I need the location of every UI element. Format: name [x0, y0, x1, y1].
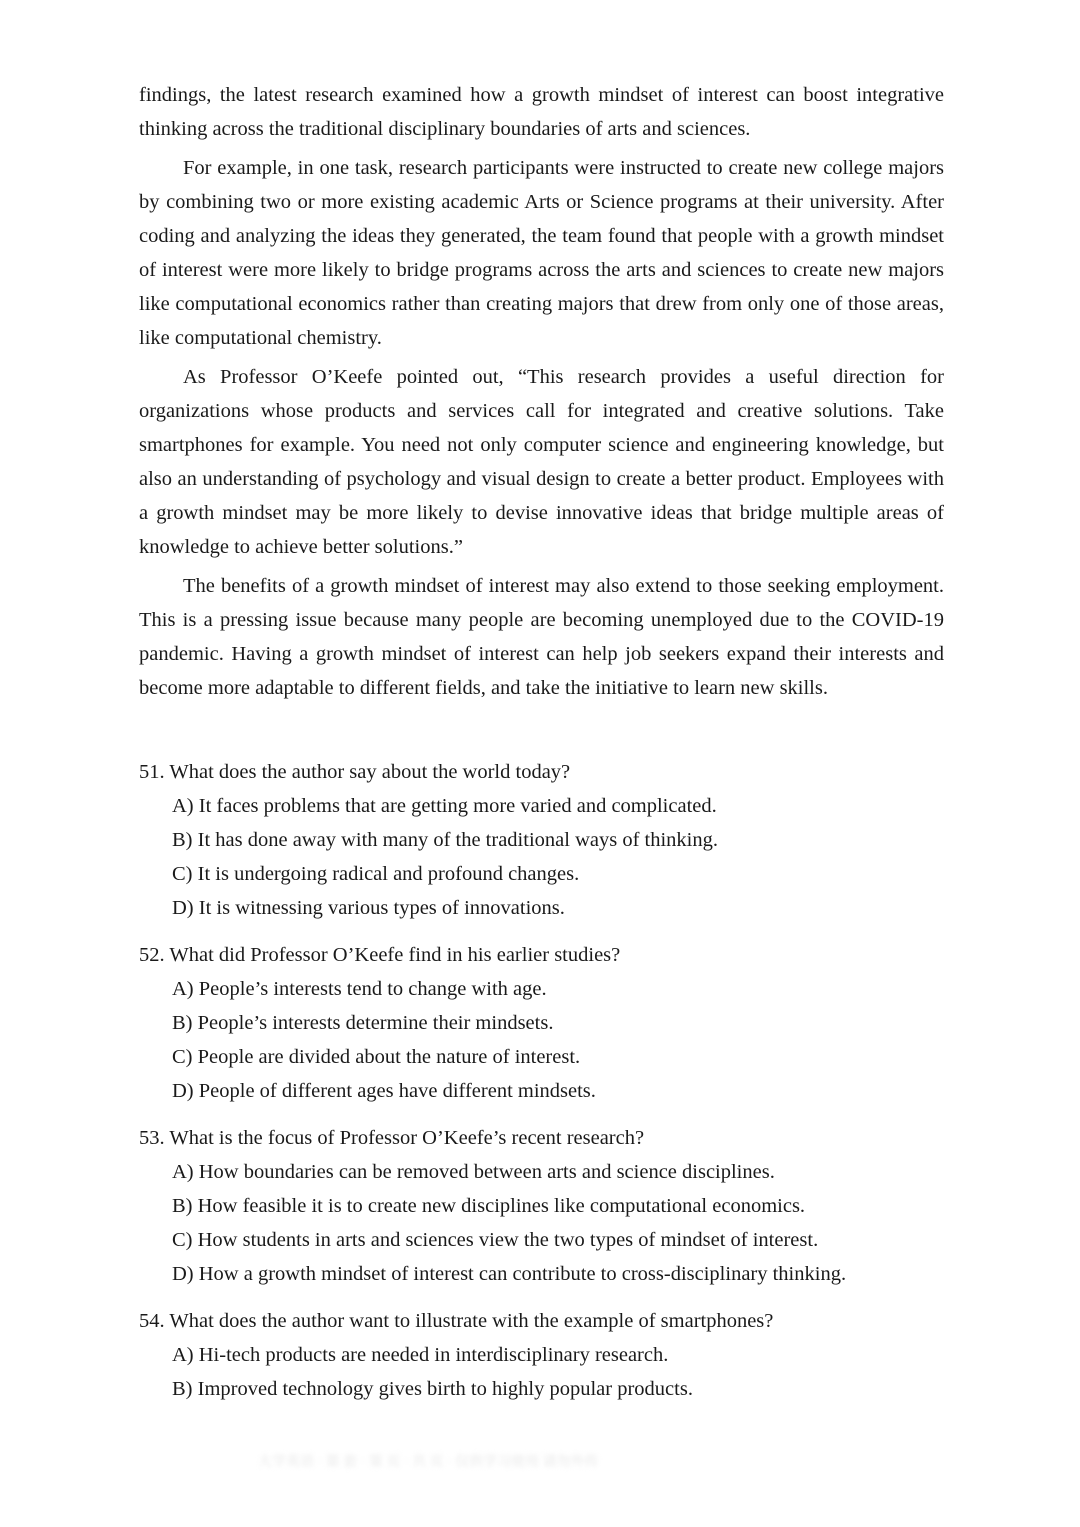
passage-paragraph: findings, the latest research examined how a growth mindset of interest can boost integrative thinking across the traditional disciplinary boundaries of arts and sciences.: [139, 84, 944, 140]
answer-option-b: B) Improved technology gives birth to highly popular products.: [172, 1378, 693, 1400]
question-stem: 53. What is the focus of Professor O’Keefe’s recent research?: [139, 1127, 645, 1149]
question-stem: 52. What did Professor O’Keefe find in his earlier studies?: [139, 944, 621, 966]
question-stem: 51. What does the author say about the world today?: [139, 761, 571, 783]
answer-option-d: D) It is witnessing various types of innovations.: [172, 897, 565, 919]
question-51: [139, 755, 944, 925]
question-stem: 54. What does the author want to illustrate with the example of smartphones?: [139, 1310, 774, 1332]
reading-passage: [139, 78, 944, 705]
answer-option-a: A) Hi-tech products are needed in interdisciplinary research.: [172, 1344, 669, 1366]
answer-option-a: A) It faces problems that are getting more varied and complicated.: [172, 795, 717, 817]
question-52: [139, 938, 944, 1108]
answer-option-b: B) People’s interests determine their mindsets.: [172, 1012, 554, 1034]
question-53: [139, 1121, 944, 1291]
answer-option-c: C) People are divided about the nature of interest.: [172, 1046, 581, 1068]
answer-option-b: B) How feasible it is to create new disciplines like computational economics.: [172, 1195, 806, 1217]
answer-option-d: D) How a growth mindset of interest can contribute to cross-disciplinary thinking.: [172, 1263, 847, 1285]
footer-watermark: 大学英语 · 第 套 · 第 页 · 共 页 · 仅供学习使用 请勿外传: [258, 1455, 599, 1470]
question-list: [139, 755, 944, 1406]
answer-option-d: D) People of different ages have different mindsets.: [172, 1080, 596, 1102]
passage-paragraph: As Professor O’Keefe pointed out, “This research provides a useful direction for organizations whose products and services call for integrated and creative solutions. Take smartphones for example. You need not only computer science and engineering knowledge, but also an understanding of psychology and visual design to create a better product. Employees with a growth mindset may be more likely to devise innovative ideas that bridge multiple areas of knowledge to achieve better solutions.”: [139, 366, 944, 558]
document-page: [139, 78, 944, 1419]
passage-paragraph: For example, in one task, research participants were instructed to create new college majors by combining two or more existing academic Arts or Science programs at their university. After coding and analyzing the ideas they generated, the team found that people with a growth mindset of interest were more likely to bridge programs across the arts and sciences to create new majors like computational economics rather than creating majors that drew from only one of those areas, like computational chemistry.: [139, 157, 944, 349]
passage-paragraph: The benefits of a growth mindset of interest may also extend to those seeking employment. This is a pressing issue because many people are becoming unemployed due to the COVID-19 pandemic. Having a growth mindset of interest can help job seekers expand their interests and become more adaptable to different fields, and take the initiative to learn new skills.: [139, 575, 944, 699]
answer-option-a: A) How boundaries can be removed between arts and science disciplines.: [172, 1161, 775, 1183]
answer-option-c: C) How students in arts and sciences view the two types of mindset of interest.: [172, 1229, 819, 1251]
question-54: [139, 1304, 944, 1406]
answer-option-c: C) It is undergoing radical and profound changes.: [172, 863, 580, 885]
answer-option-b: B) It has done away with many of the traditional ways of thinking.: [172, 829, 718, 851]
answer-option-a: A) People’s interests tend to change with age.: [172, 978, 547, 1000]
